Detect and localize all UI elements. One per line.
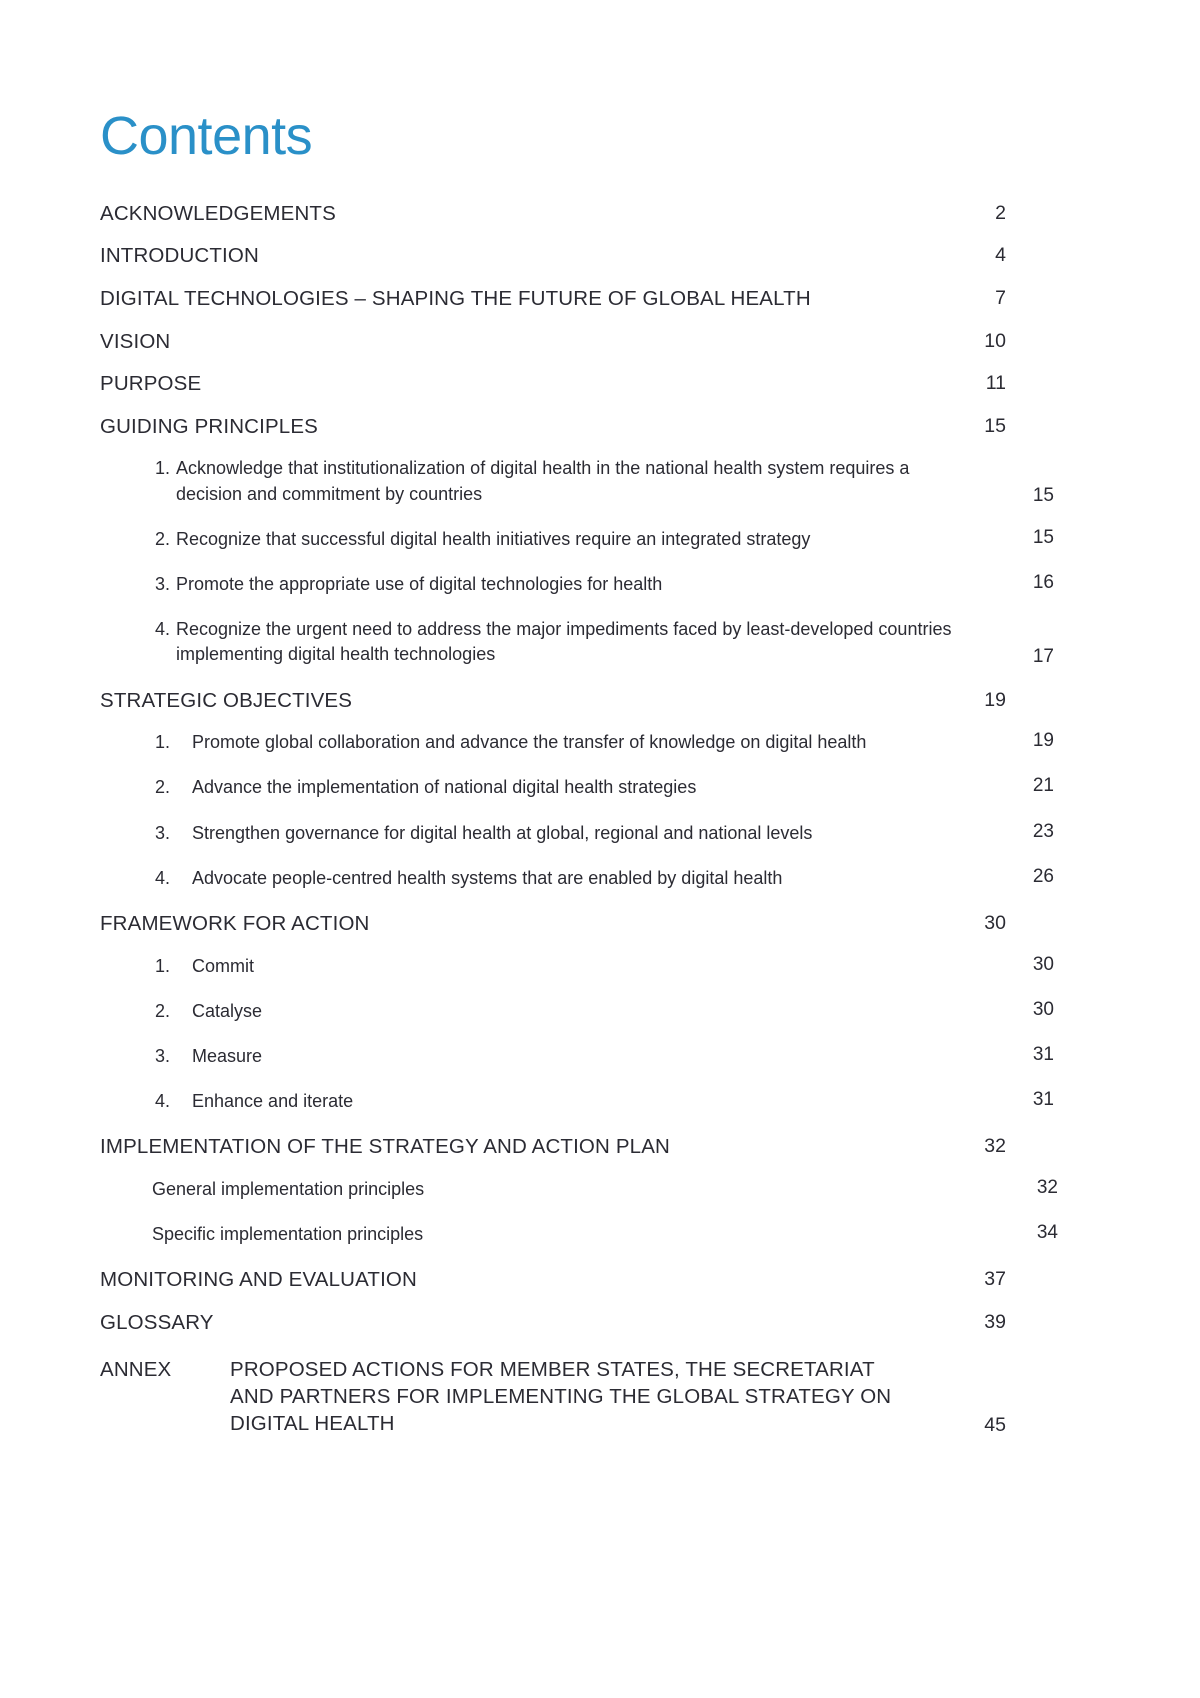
annex-tag: ANNEX — [100, 1357, 172, 1381]
toc-entry-label: GUIDING PRINCIPLES — [100, 414, 318, 438]
toc-entry-section[interactable] — [100, 201, 1006, 227]
toc-entry-label: PURPOSE — [100, 372, 202, 396]
toc-entry-sub[interactable] — [100, 572, 1054, 597]
toc-entry-number: 4. — [154, 619, 170, 640]
toc-entry-page-number: 32 — [1036, 1176, 1058, 1198]
toc-entry-page-number: 7 — [995, 286, 1006, 309]
toc-entry-number: 4. — [154, 1091, 170, 1112]
toc-entry-text: Acknowledge that institutionalization of digital health in the national health system requires a decision and commitment by countries — [176, 458, 910, 504]
toc-entry-page-number: 31 — [1032, 1043, 1054, 1065]
toc-entry-section[interactable] — [100, 414, 1006, 440]
toc-entry-label — [148, 572, 686, 597]
toc-entry-sub[interactable] — [100, 954, 1054, 979]
toc-entry-sub[interactable] — [100, 617, 1054, 667]
toc-entry-text: Promote the appropriate use of digital technologies for health — [176, 574, 663, 594]
toc-entry-page-number: 2 — [995, 201, 1006, 224]
toc-entry-label: STRATEGIC OBJECTIVES — [100, 688, 353, 712]
toc-entry-page-number: 19 — [984, 688, 1006, 711]
toc-entry-label: DIGITAL TECHNOLOGIES – SHAPING THE FUTURE OF GLOBAL HEALTH — [100, 286, 811, 310]
toc-entry-section[interactable] — [100, 371, 1006, 397]
toc-entry-text: Specific implementation principles — [152, 1224, 424, 1245]
toc-entry-page-number: 30 — [1032, 953, 1054, 975]
toc-entry-number: 1. — [154, 732, 170, 753]
toc-entry-page-number: 16 — [1032, 572, 1054, 593]
toc-entry-page-number: 15 — [1032, 484, 1054, 506]
toc-entry-page-number: 30 — [1032, 998, 1054, 1020]
toc-entry-text: Commit — [192, 955, 254, 976]
table-of-contents — [100, 106, 1058, 1437]
toc-entry-sub[interactable] — [100, 999, 1054, 1024]
toc-entry-label — [148, 1089, 377, 1114]
toc-entry-list — [100, 201, 1058, 1336]
toc-entry-section[interactable] — [100, 329, 1006, 355]
toc-entry-sub[interactable] — [100, 775, 1054, 800]
toc-entry-sub[interactable] — [100, 1177, 1058, 1202]
toc-entry-annex[interactable] — [100, 1356, 1006, 1437]
toc-entry-number: 1. — [154, 458, 170, 479]
toc-entry-page-number: 23 — [1032, 820, 1054, 842]
toc-entry-number: 3. — [154, 822, 170, 843]
toc-entry-page-number: 32 — [984, 1135, 1006, 1158]
toc-entry-page-number: 39 — [984, 1310, 1006, 1333]
toc-entry-number: 2. — [154, 1000, 170, 1021]
toc-entry-text: Recognize the urgent need to address the major impediments faced by least-developed countries implementing digital health technologies — [176, 619, 952, 665]
toc-entry-label — [148, 730, 890, 755]
toc-entry-sub[interactable] — [100, 1044, 1054, 1069]
toc-entry-number: 4. — [154, 867, 170, 888]
toc-entry-label — [148, 456, 994, 506]
toc-entry-sub[interactable] — [100, 730, 1054, 755]
toc-entry-label: INTRODUCTION — [100, 244, 259, 268]
toc-entry-label — [148, 1044, 286, 1069]
toc-entry-page-number: 15 — [1032, 526, 1054, 548]
toc-entry-text: Advocate people-centred health systems that are enabled by digital health — [192, 867, 783, 888]
toc-entry-sub[interactable] — [100, 866, 1054, 891]
annex-page-number: 45 — [984, 1413, 1006, 1436]
toc-entry-label: VISION — [100, 329, 171, 353]
toc-entry-page-number: 19 — [1032, 730, 1054, 752]
toc-entry-sub[interactable] — [100, 1222, 1058, 1247]
toc-entry-page-number: 37 — [984, 1268, 1006, 1291]
toc-entry-number: 2. — [154, 528, 170, 549]
toc-entry-number: 1. — [154, 955, 170, 976]
toc-entry-section[interactable] — [100, 286, 1006, 312]
page-title: Contents — [100, 106, 313, 166]
toc-entry-text: General implementation principles — [152, 1178, 425, 1199]
toc-entry-label: FRAMEWORK FOR ACTION — [100, 911, 370, 935]
toc-entry-label — [148, 999, 286, 1024]
toc-entry-label — [148, 866, 806, 891]
toc-entry-page-number: 4 — [995, 244, 1006, 267]
toc-entry-label — [148, 954, 278, 979]
toc-entry-text: Advance the implementation of national digital health strategies — [192, 777, 697, 798]
toc-entry-sub[interactable] — [100, 1089, 1054, 1114]
toc-entry-page-number: 10 — [984, 329, 1006, 352]
toc-entry-label: MONITORING AND EVALUATION — [100, 1268, 417, 1292]
toc-entry-label — [148, 617, 994, 667]
annex-title-line: PROPOSED ACTIONS FOR MEMBER STATES, THE SECRETARIAT — [230, 1357, 875, 1381]
toc-entry-page-number: 11 — [985, 372, 1006, 395]
annex-title — [230, 1356, 946, 1437]
annex-title-line: DIGITAL HEALTH — [230, 1411, 395, 1435]
toc-entry-page-number: 31 — [1032, 1089, 1054, 1111]
toc-entry-page-number: 17 — [1032, 645, 1054, 667]
toc-entry-page-number: 26 — [1032, 865, 1054, 887]
toc-entry-text: Recognize that successful digital health initiatives require an integrated strategy — [176, 528, 811, 549]
toc-entry-label — [148, 527, 834, 552]
toc-entry-page-number: 21 — [1032, 775, 1054, 797]
toc-entry-label — [148, 775, 720, 800]
toc-entry-sub[interactable] — [100, 527, 1054, 552]
toc-entry-section[interactable] — [100, 1134, 1006, 1160]
toc-entry-section[interactable] — [100, 688, 1006, 714]
toc-entry-label — [152, 1177, 448, 1202]
toc-entry-number: 3. — [154, 1045, 170, 1066]
toc-entry-section[interactable] — [100, 911, 1006, 937]
toc-entry-label: IMPLEMENTATION OF THE STRATEGY AND ACTION PLAN — [100, 1135, 670, 1159]
toc-entry-section[interactable] — [100, 1310, 1006, 1336]
toc-entry-text: Catalyse — [192, 1000, 263, 1021]
toc-entry-label — [148, 821, 836, 846]
toc-entry-text: Enhance and iterate — [192, 1091, 354, 1112]
toc-entry-number: 3. — [154, 574, 170, 594]
toc-entry-label: ACKNOWLEDGEMENTS — [100, 201, 336, 225]
toc-entry-number: 2. — [154, 777, 170, 798]
toc-entry-page-number: 15 — [984, 414, 1006, 437]
toc-entry-text: Strengthen governance for digital health at global, regional and national levels — [192, 822, 813, 843]
toc-entry-label: GLOSSARY — [100, 1310, 214, 1334]
toc-entry-section[interactable] — [100, 1267, 1006, 1293]
toc-entry-sub[interactable] — [100, 456, 1054, 506]
toc-entry-page-number: 34 — [1036, 1222, 1058, 1244]
toc-entry-sub[interactable] — [100, 821, 1054, 846]
toc-entry-text: Measure — [192, 1045, 263, 1066]
toc-entry-page-number: 30 — [984, 911, 1006, 934]
toc-entry-text: Promote global collaboration and advance the transfer of knowledge on digital health — [192, 732, 867, 753]
toc-entry-label — [152, 1222, 447, 1247]
toc-entry-section[interactable] — [100, 243, 1006, 269]
annex-title-line: AND PARTNERS FOR IMPLEMENTING THE GLOBAL STRATEGY ON — [230, 1384, 892, 1408]
